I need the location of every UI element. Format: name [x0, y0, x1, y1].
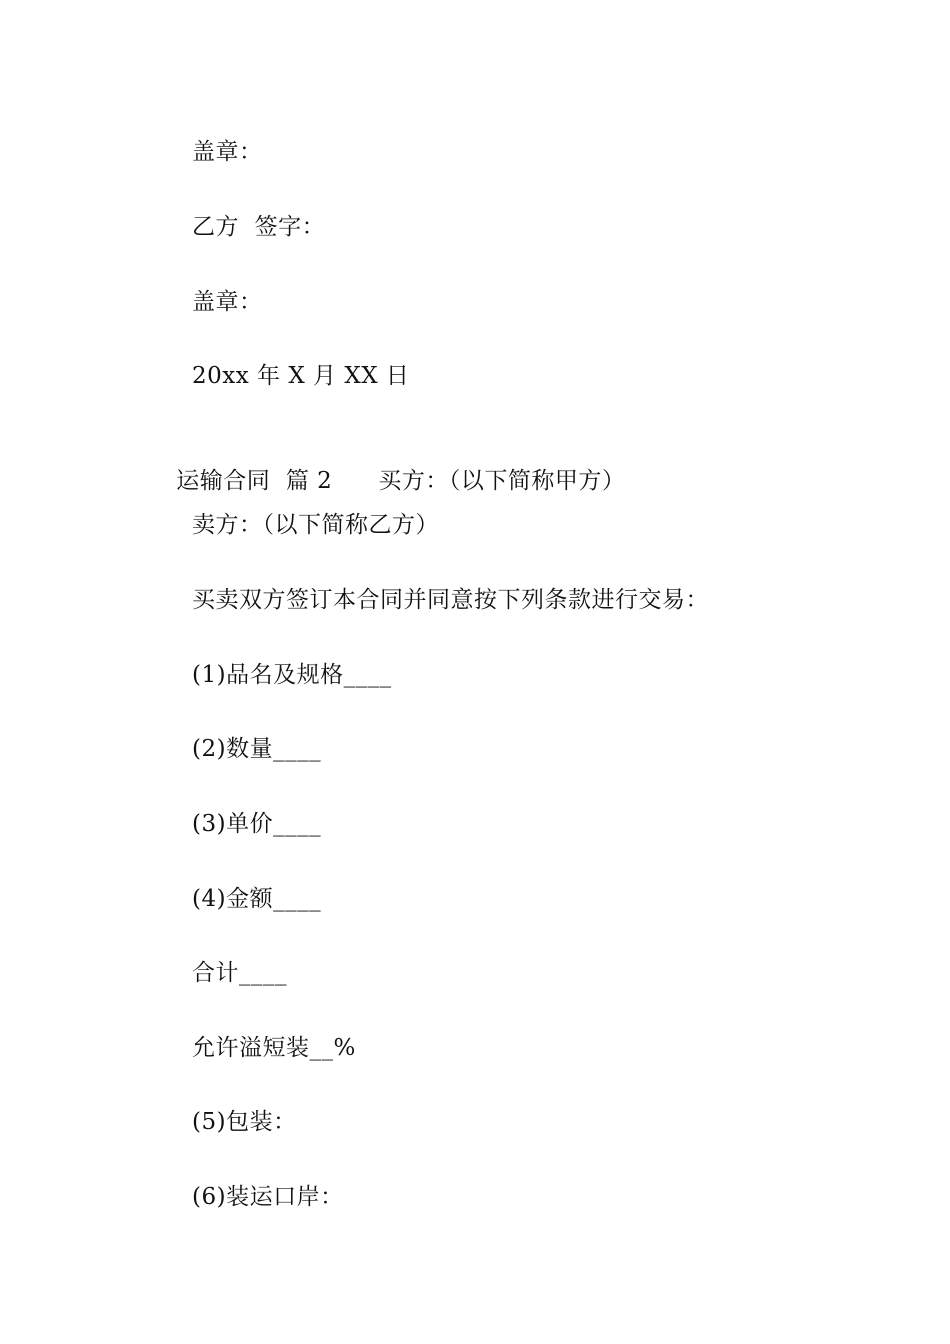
tolerance-line: 允许溢短装__% — [192, 1035, 356, 1061]
buyer-line: 买方：（以下简称甲方） — [378, 468, 626, 494]
item-product-spec: (1)品名及规格____ — [192, 662, 392, 688]
seller-line: 卖方：（以下简称乙方） — [192, 512, 439, 538]
seal-line-party-b: 盖章： — [192, 289, 263, 315]
party-b-signature-line: 乙方 签字： — [192, 214, 326, 240]
item-packing: (5)包装： — [192, 1109, 297, 1135]
item-quantity: (2)数量____ — [192, 736, 322, 762]
item-loading-port: (6)装运口岸： — [192, 1184, 344, 1210]
seal-line-party-a: 盖章： — [192, 139, 263, 165]
contract-title: 运输合同 篇 2 — [176, 468, 333, 494]
item-unit-price: (3)单价____ — [192, 811, 322, 837]
agreement-intro: 买卖双方签订本合同并同意按下列条款进行交易： — [192, 587, 709, 613]
total-line: 合计____ — [192, 960, 287, 986]
date-line: 20xx 年 X 月 XX 日 — [192, 363, 410, 389]
item-amount: (4)金额____ — [192, 886, 322, 912]
